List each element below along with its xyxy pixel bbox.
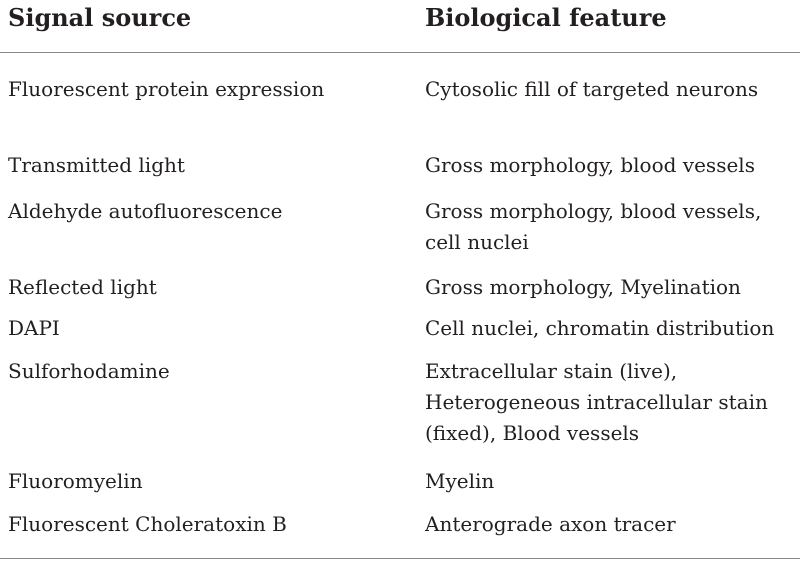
header-divider: [0, 52, 800, 53]
biological-feature-cell: Extracellular stain (live), Heterogeneous intracellular stain (fixed), Blood vessels: [425, 359, 768, 445]
table-row: [0, 509, 800, 550]
signal-source-cell: DAPI: [8, 316, 60, 340]
signal-source-cell: Reflected light: [8, 275, 157, 299]
signal-source-cell: Fluorescent protein expression: [8, 77, 325, 101]
signal-source-cell: Aldehyde autofluorescence: [8, 199, 283, 223]
biological-feature-cell: Cytosolic fill of targeted neurons: [425, 77, 759, 101]
table-header: [0, 0, 800, 48]
biological-feature-cell: Gross morphology, Myelination: [425, 275, 741, 299]
table-body: [0, 74, 800, 550]
header-signal-source: Signal source: [8, 3, 192, 32]
table-row: [0, 356, 800, 466]
biological-feature-cell: Gross morphology, blood vessels, cell nuclei: [425, 199, 762, 254]
biological-feature-cell: Gross morphology, blood vessels: [425, 153, 755, 177]
biological-feature-cell: Cell nuclei, chromatin distribution: [425, 316, 775, 340]
biological-feature-cell: Myelin: [425, 469, 495, 493]
table-bottom-divider: [0, 558, 800, 559]
table-row: [0, 74, 800, 150]
signal-source-cell: Transmitted light: [8, 153, 185, 177]
signal-source-cell: Sulforhodamine: [8, 359, 170, 383]
table-row: [0, 313, 800, 356]
signal-source-cell: Fluoromyelin: [8, 469, 143, 493]
table-row: [0, 196, 800, 272]
table-row: [0, 272, 800, 313]
signal-source-cell: Fluorescent Choleratoxin B: [8, 512, 287, 536]
table-row: [0, 466, 800, 509]
table-row: [0, 150, 800, 196]
header-biological-feature: Biological feature: [425, 3, 667, 32]
biological-feature-cell: Anterograde axon tracer: [425, 512, 676, 536]
